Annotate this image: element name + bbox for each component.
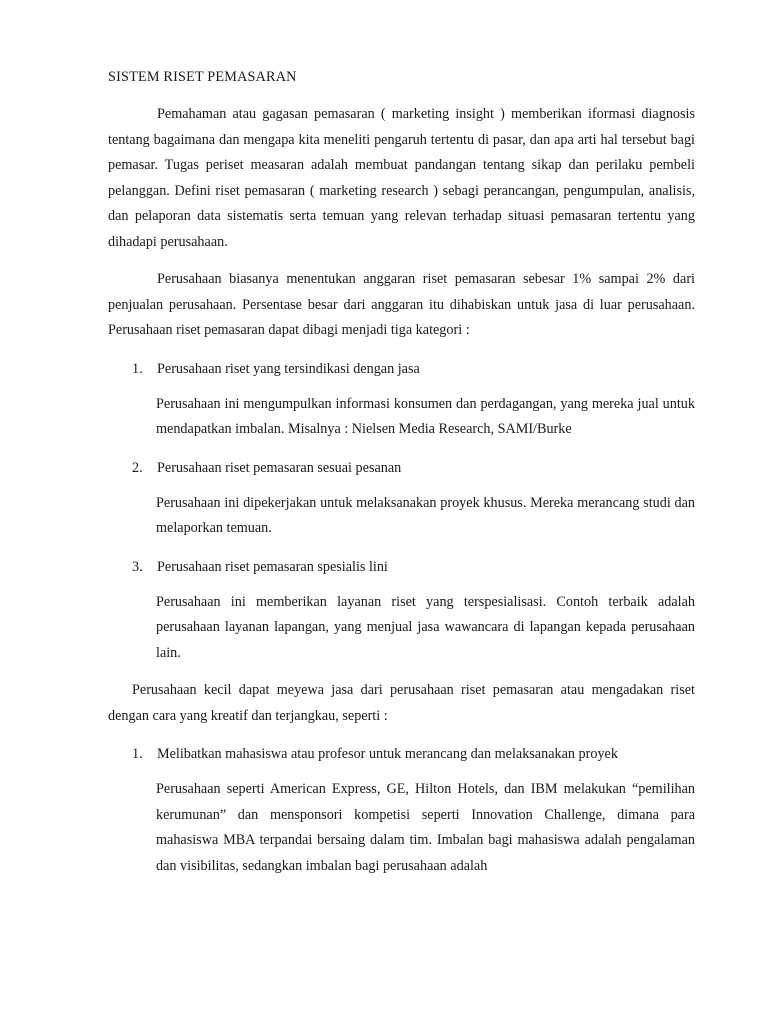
list-item-description: Perusahaan ini mengumpulkan informasi konsumen dan perdagangan, yang mereka jual untuk mendapatkan imbalan. Misalnya : Nielsen Media Research, SAMI/Burke xyxy=(156,395,695,437)
list-item-custom xyxy=(108,455,695,481)
list-number: 1. xyxy=(132,746,143,762)
list-number: 2. xyxy=(132,459,143,476)
list-item-students xyxy=(108,741,695,767)
list-item-description: Perusahaan ini dipekerjakan untuk melaksanakan proyek khusus. Mereka merancang studi dan melaporkan temuan. xyxy=(156,494,695,536)
list-item-label: Perusahaan riset pemasaran spesialis lini xyxy=(157,558,388,575)
list-item-label: Perusahaan riset pemasaran sesuai pesanan xyxy=(157,459,402,476)
paragraph-small-companies: Perusahaan kecil dapat meyewa jasa dari perusahaan riset pemasaran atau mengadakan riset dengan cara yang kreatif dan terjangkau, seperti : xyxy=(108,682,695,724)
document-title: SISTEM RISET PEMASARAN xyxy=(108,69,297,85)
list-item-description: Perusahaan seperti American Express, GE, Hilton Hotels, dan IBM melakukan “pemilihan kerumunan” dan mensponsori kompetisi seperti Innovation Challenge, dimana para mahasiswa MBA terpandai bersaing dalam tim. Imbalan bagi mahasiswa adalah pengalaman dan visibilitas, sedangkan imbalan bagi perusahaan adalah xyxy=(156,781,695,874)
list-item-label: Melibatkan mahasiswa atau profesor untuk merancang dan melaksanakan proyek xyxy=(157,746,618,762)
list-item-specialty xyxy=(108,554,695,580)
document-page xyxy=(108,64,695,891)
list-item-label: Perusahaan riset yang tersindikasi dengan jasa xyxy=(157,360,420,377)
list-item-syndicated xyxy=(108,356,695,382)
paragraph-marketing-insight: Pemahaman atau gagasan pemasaran ( marketing insight ) memberikan iformasi diagnosis tentang bagaimana dan mengapa kita meneliti pengaruh tertentu di pasar, dan apa arti hal tersebut bagi pemasar. Tugas periset measaran adalah membuat pandangan tentang sikap dan perilaku pembeli pelanggan. Defini riset pemasaran ( marketing research ) sebagi perancangan, pengumpulan, analisis, dan pelaporan data sistematis serta temuan yang relevan terhadap situasi pemasaran tertentu yang dihadapi perusahaan. xyxy=(108,106,695,250)
list-number: 3. xyxy=(132,558,143,575)
list-number: 1. xyxy=(132,360,143,377)
paragraph-research-budget: Perusahaan biasanya menentukan anggaran riset pemasaran sebesar 1% sampai 2% dari penjualan perusahaan. Persentase besar dari anggaran itu dihabiskan untuk jasa di luar perusahaan. Perusahaan riset pemasaran dapat dibagi menjadi tiga kategori : xyxy=(108,271,695,338)
list-item-description: Perusahaan ini memberikan layanan riset yang terspesialisasi. Contoh terbaik adalah perusahaan layanan lapangan, yang menjual jasa wawancara di lapangan kepada perusahaan lain. xyxy=(156,593,695,661)
